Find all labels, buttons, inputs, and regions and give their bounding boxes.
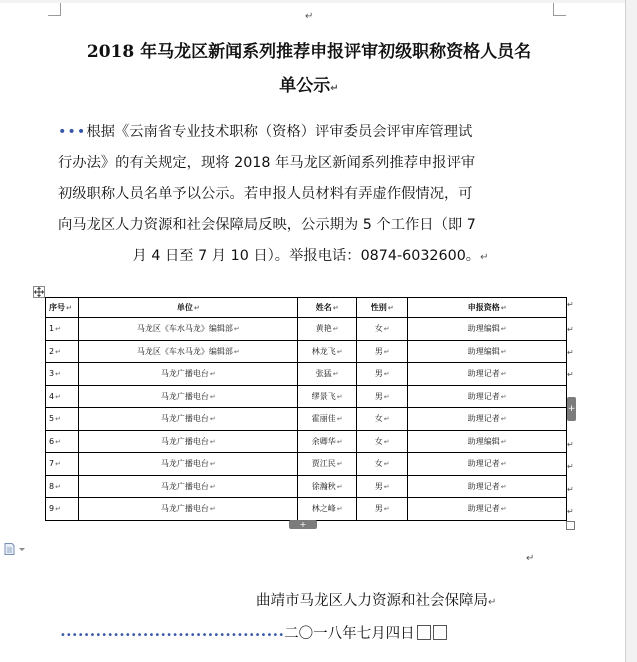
table-row[interactable] xyxy=(46,385,567,408)
table-resize-handle[interactable] xyxy=(566,521,575,530)
cell-unit[interactable]: 马龙广播电台↵ xyxy=(79,453,298,476)
header-sex: 性别↵ xyxy=(356,298,407,318)
cell-sex[interactable]: 女↵ xyxy=(356,430,407,453)
row-end-mark: ↵ xyxy=(567,370,574,379)
cell-sex[interactable]: 男↵ xyxy=(356,340,407,363)
cell-unit[interactable]: 马龙区《车水马龙》编辑部↵ xyxy=(79,318,298,341)
row-end-mark: ↵ xyxy=(567,300,574,309)
cell-name[interactable]: 余卿华↵ xyxy=(298,430,357,453)
para-line-2: 行办法》的有关规定，现将 2018 年马龙区新闻系列推荐申报评审 xyxy=(58,155,476,171)
cell-name[interactable]: 贾江民↵ xyxy=(298,453,357,476)
table-row[interactable] xyxy=(46,430,567,453)
cell-no[interactable]: 5↵ xyxy=(46,408,79,431)
cell-sex[interactable]: 女↵ xyxy=(356,318,407,341)
cell-qualification[interactable]: 助理记者↵ xyxy=(408,498,567,521)
cell-unit[interactable]: 马龙广播电台↵ xyxy=(79,498,298,521)
cell-unit[interactable]: 马龙广播电台↵ xyxy=(79,363,298,386)
cell-name[interactable]: 徐瀚秋↵ xyxy=(298,475,357,498)
cell-qualification[interactable]: 助理编辑↵ xyxy=(408,340,567,363)
table-row[interactable] xyxy=(46,363,567,386)
vertical-scrollbar[interactable] xyxy=(625,0,637,662)
table-row[interactable] xyxy=(46,453,567,476)
table-header-row xyxy=(46,298,567,318)
header-qualification: 申报资格↵ xyxy=(408,298,567,318)
cell-unit[interactable]: 马龙广播电台↵ xyxy=(79,475,298,498)
row-end-mark: ↵ xyxy=(567,440,574,449)
row-end-mark: ↵ xyxy=(567,462,574,471)
cell-name[interactable]: 林之峰↵ xyxy=(298,498,357,521)
cell-sex[interactable]: 男↵ xyxy=(356,385,407,408)
cell-name[interactable]: 黄艳↵ xyxy=(298,318,357,341)
cell-no[interactable]: 1↵ xyxy=(46,318,79,341)
cell-unit[interactable]: 马龙广播电台↵ xyxy=(79,408,298,431)
cell-name[interactable]: 张猛↵ xyxy=(298,363,357,386)
paragraph-mark: ↵ xyxy=(526,553,535,564)
placeholder-box xyxy=(417,625,431,640)
table-row[interactable] xyxy=(46,340,567,363)
header-unit: 单位↵ xyxy=(79,298,298,318)
add-column-button[interactable]: + xyxy=(567,397,576,421)
top-ruler-strip xyxy=(0,0,625,3)
cell-no[interactable]: 8↵ xyxy=(46,475,79,498)
row-end-mark: ↵ xyxy=(567,348,574,357)
para-line-1: •••根据《云南省专业技术职称（资格）评审委员会评审库管理试 xyxy=(58,124,473,140)
add-row-button[interactable]: + xyxy=(289,520,317,529)
header-no: 序号↵ xyxy=(46,298,79,318)
cell-no[interactable]: 2↵ xyxy=(46,340,79,363)
placeholder-box xyxy=(433,625,447,640)
cell-qualification[interactable]: 助理编辑↵ xyxy=(408,430,567,453)
para-line-3: 初级职称人员名单予以公示。若申报人员材料有弄虚作假情况，可 xyxy=(58,186,473,202)
cell-no[interactable]: 9↵ xyxy=(46,498,79,521)
cell-qualification[interactable]: 助理编辑↵ xyxy=(408,318,567,341)
document-layout-icon[interactable] xyxy=(4,543,26,555)
cell-qualification[interactable]: 助理记者↵ xyxy=(408,408,567,431)
indent-marks: ••• xyxy=(58,124,87,140)
cell-sex[interactable]: 男↵ xyxy=(356,475,407,498)
cell-qualification[interactable]: 助理记者↵ xyxy=(408,475,567,498)
personnel-table[interactable] xyxy=(45,297,567,521)
row-end-mark: ↵ xyxy=(567,507,574,516)
cell-no[interactable]: 4↵ xyxy=(46,385,79,408)
signature-date[interactable]: ••••••••••••••••••••••••••••••••••••••二〇一八年七月四日 xyxy=(60,620,447,650)
row-end-mark: ↵ xyxy=(567,485,574,494)
document-title[interactable] xyxy=(48,35,570,106)
page-corner-marker-left xyxy=(48,3,61,16)
cell-name[interactable]: 缪景飞↵ xyxy=(298,385,357,408)
table-row[interactable] xyxy=(46,318,567,341)
cell-name[interactable]: 林龙飞↵ xyxy=(298,340,357,363)
row-end-mark: ↵ xyxy=(567,325,574,334)
cell-no[interactable]: 7↵ xyxy=(46,453,79,476)
cell-sex[interactable]: 男↵ xyxy=(356,363,407,386)
cell-name[interactable]: 霍丽佳↵ xyxy=(298,408,357,431)
cell-sex[interactable]: 女↵ xyxy=(356,408,407,431)
cell-sex[interactable]: 女↵ xyxy=(356,453,407,476)
cell-qualification[interactable]: 助理记者↵ xyxy=(408,363,567,386)
cell-no[interactable]: 3↵ xyxy=(46,363,79,386)
cell-unit[interactable]: 马龙区《车水马龙》编辑部↵ xyxy=(79,340,298,363)
table-row[interactable] xyxy=(46,498,567,521)
cell-qualification[interactable]: 助理记者↵ xyxy=(408,385,567,408)
title-line-2: 单公示↵ xyxy=(279,76,339,96)
header-name: 姓名↵ xyxy=(298,298,357,318)
paragraph-mark: ↵ xyxy=(305,11,314,22)
table-row[interactable] xyxy=(46,475,567,498)
cell-no[interactable]: 6↵ xyxy=(46,430,79,453)
announcement-paragraph[interactable] xyxy=(58,117,563,273)
cell-unit[interactable]: 马龙广播电台↵ xyxy=(79,385,298,408)
page-corner-marker-right xyxy=(553,3,566,16)
cell-qualification[interactable]: 助理记者↵ xyxy=(408,453,567,476)
title-line-1: 2018 年马龙区新闻系列推荐申报评审初级职称资格人员名 xyxy=(86,42,532,62)
cell-unit[interactable]: 马龙广播电台↵ xyxy=(79,430,298,453)
para-line-4: 向马龙区人力资源和社会保障局反映，公示期为 5 个工作日（即 7 xyxy=(58,217,476,233)
table-row[interactable] xyxy=(46,408,567,431)
para-line-5: 月 4 日至 7 月 10 日）。举报电话：0874-6032600。↵ xyxy=(132,248,489,264)
signature-organization[interactable]: 曲靖市马龙区人力资源和社会保障局↵ xyxy=(256,593,497,609)
table-move-handle-icon[interactable] xyxy=(33,286,45,298)
indent-dots: •••••••••••••••••••••••••••••••••••••• xyxy=(60,630,285,641)
cell-sex[interactable]: 男↵ xyxy=(356,498,407,521)
